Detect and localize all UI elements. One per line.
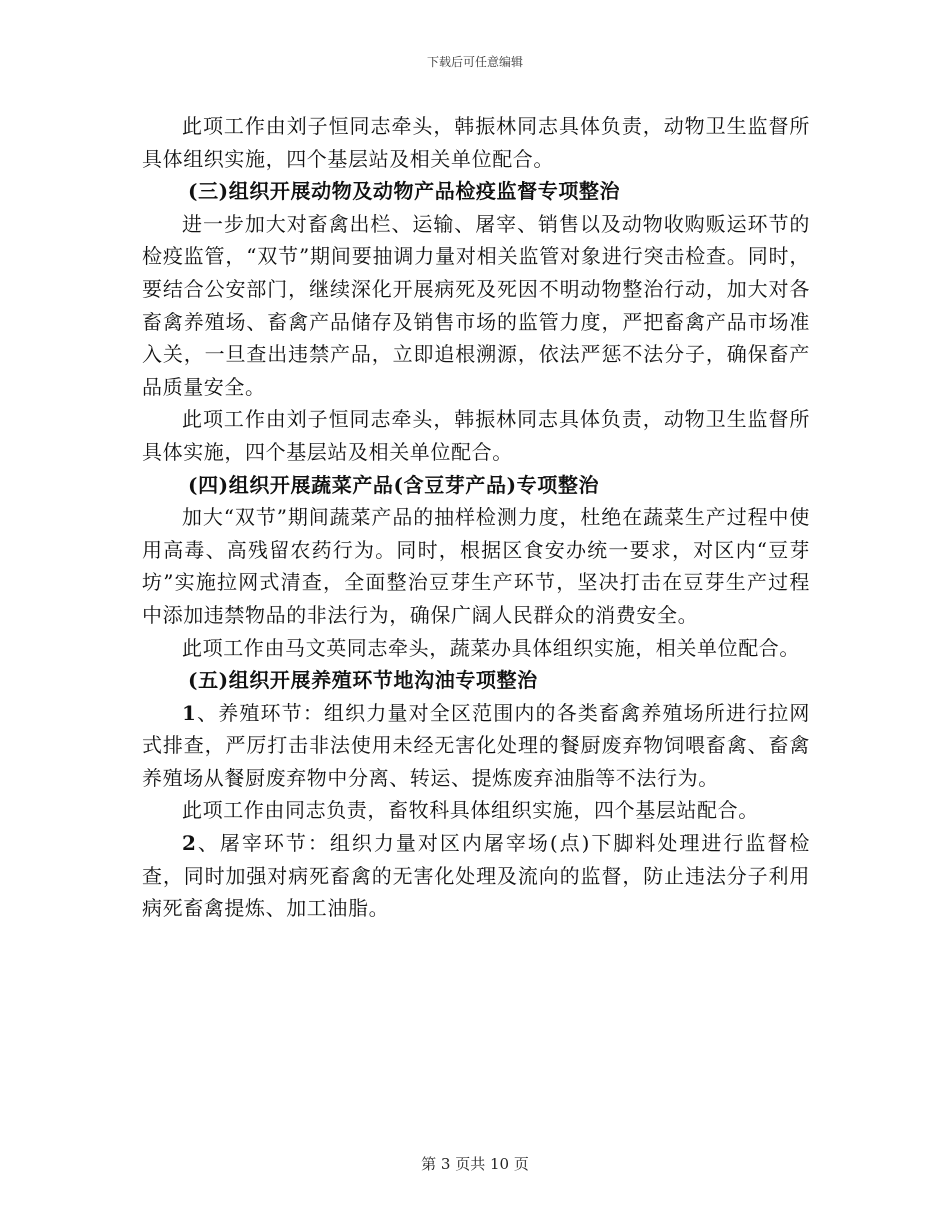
paragraph-responsibility-2: 此项工作由刘子恒同志牵头，韩振林同志具体负责，动物卫生监督所具体实施，四个基层站及相关单位配合。	[142, 407, 810, 464]
paragraph-vegetables: 加大“双节”期间蔬菜产品的抽样检测力度，杜绝在蔬菜生产过程中使用高毒、高残留农药行为。同时，根据区食安办统一要求，对区内“豆芽坊”实施拉网式清查，全面整治豆芽生产环节，坚决打击在豆芽生产过程中添加违禁物品的非法行为，确保广阔人民群众的消费安全。	[142, 505, 810, 627]
page-number: 第 3 页共 10 页	[421, 1155, 529, 1173]
section-heading-4: (四)组织开展蔬菜产品(含豆芽产品)专项整治	[188, 472, 600, 497]
numbered-item-2	[142, 827, 810, 925]
document-body	[142, 110, 810, 925]
paragraph-responsibility-1: 此项工作由刘子恒同志牵头，韩振林同志具体负责，动物卫生监督所具体组织实施，四个基层站及相关单位配合。	[142, 114, 810, 171]
paragraph-responsibility-3: 此项工作由马文英同志牵头，蔬菜办具体组织实施，相关单位配合。	[182, 635, 800, 660]
page-header-note: 下载后可任意编辑	[426, 55, 523, 69]
section-heading-3: (三)组织开展动物及动物产品检疫监督专项整治	[188, 179, 621, 204]
item-number: 2	[182, 831, 197, 856]
section-heading-5: (五)组织开展养殖环节地沟油专项整治	[188, 668, 538, 693]
numbered-item-1	[142, 697, 810, 795]
item-text: 、养殖环节：组织力量对全区范围内的各类畜禽养殖场所进行拉网式排查，严厉打击非法使用未经无害化处理的餐厨废弃物饲喂畜禽、畜禽养殖场从餐厨废弃物中分离、转运、提炼废弃油脂等不法行为。	[142, 700, 810, 790]
item-number: 1	[182, 700, 197, 725]
paragraph-responsibility-4: 此项工作由同志负责，畜牧科具体组织实施，四个基层站配合。	[182, 798, 759, 823]
item-text: 、屠宰环节：组织力量对区内屠宰场(点)下脚料处理进行监督检查，同时加强对病死畜禽的无害化处理及流向的监督，防止违法分子利用病死畜禽提炼、加工油脂。	[142, 831, 810, 921]
paragraph-quarantine: 进一步加大对畜禽出栏、运输、屠宰、销售以及动物收购贩运环节的检疫监管，“双节”期间要抽调力量对相关监管对象进行突击检查。同时，要结合公安部门，继续深化开展病死及死因不明动物整治行动，加大对各畜禽养殖场、畜禽产品储存及销售市场的监管力度，严把畜禽产品市场准入关，一旦查出违禁产品，立即追根溯源，依法严惩不法分子，确保畜产品质量安全。	[142, 211, 810, 399]
